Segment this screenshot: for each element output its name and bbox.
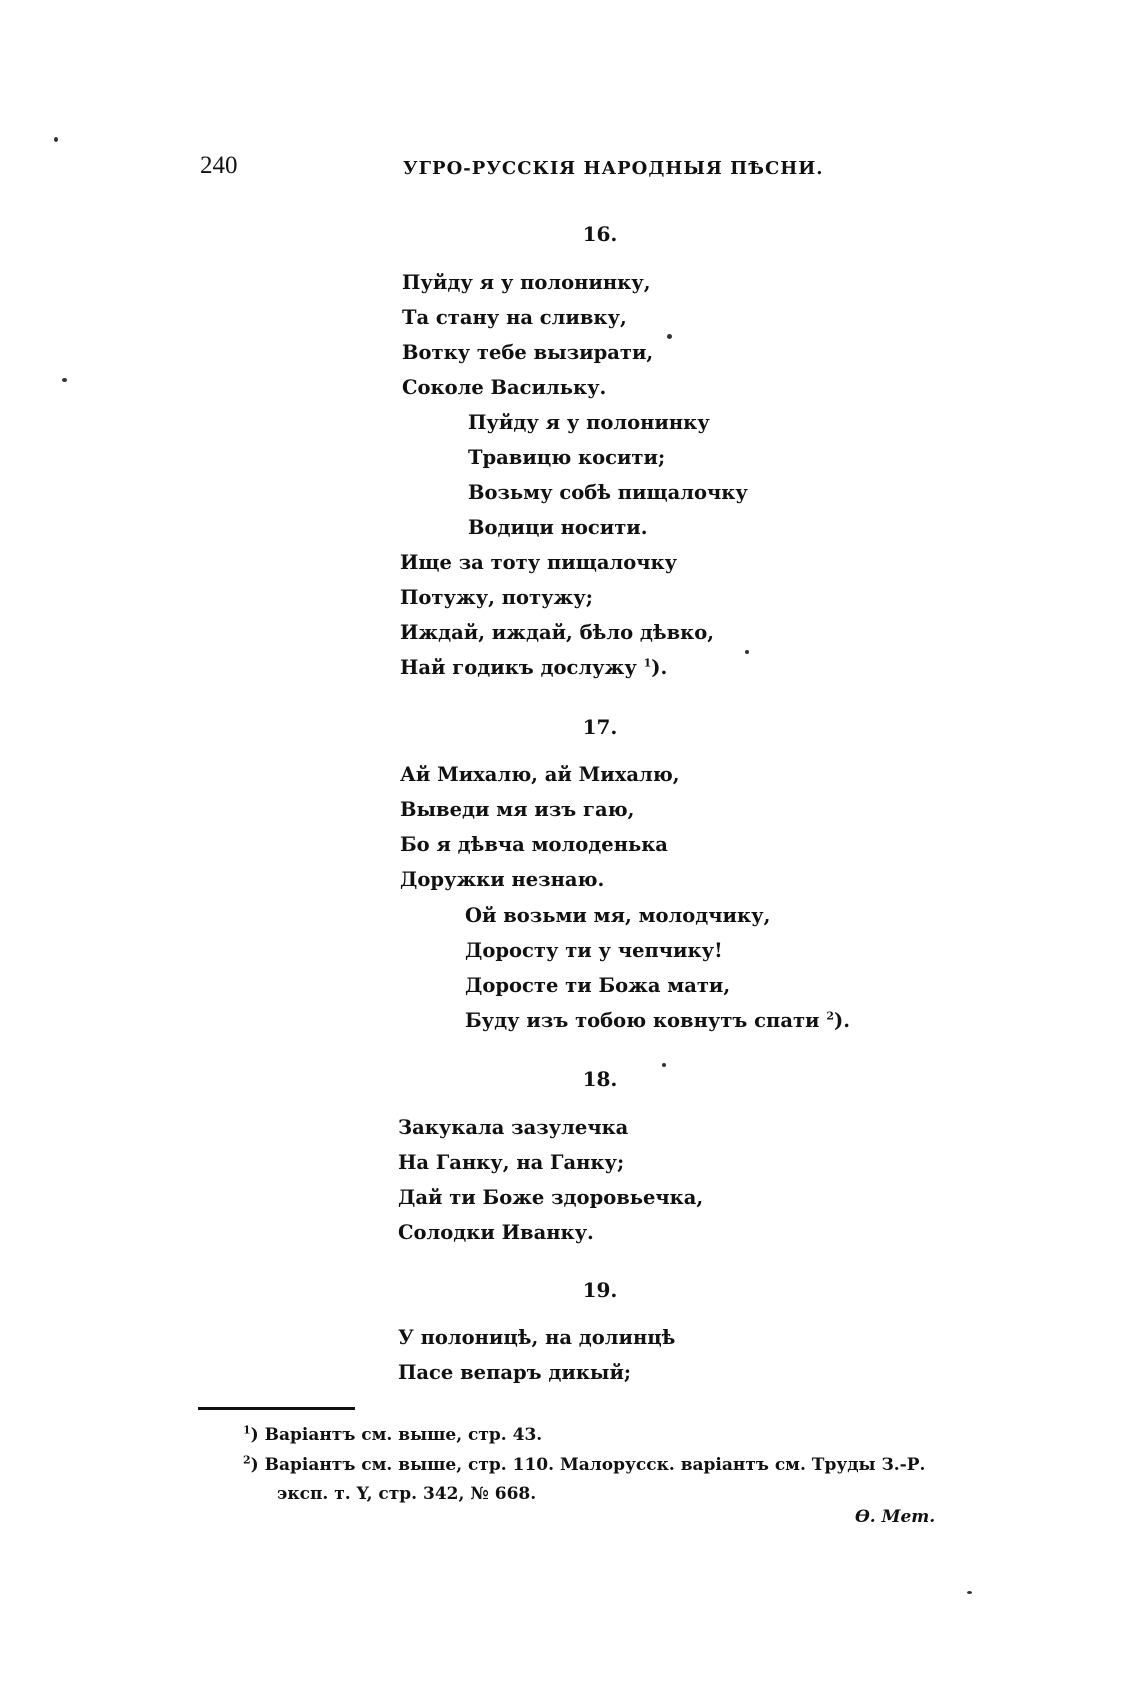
- song-number: 16.: [582, 222, 618, 246]
- verse-line: Выведи мя изъ гаю,: [400, 798, 635, 821]
- verse-line: Доросте ти Божа мати,: [465, 974, 731, 997]
- footnote-ref: 1: [643, 656, 652, 670]
- scan-speck: [662, 1063, 666, 1067]
- verse-line: Пасе вепаръ дикый;: [398, 1361, 632, 1384]
- stanza-indented: [465, 898, 850, 1038]
- stanza: [400, 545, 714, 685]
- verse-line: Доросту ти у чепчику!: [465, 939, 723, 962]
- verse-line: Бо я дѣвча молоденька: [400, 833, 668, 856]
- song-number: 19.: [582, 1278, 618, 1302]
- page-number: 240: [200, 152, 238, 179]
- scan-speck: [745, 650, 749, 654]
- song-number: 17.: [582, 715, 618, 739]
- verse-line: Закукала зазулечка: [398, 1116, 629, 1139]
- stanza: [400, 757, 680, 897]
- verse-line: Возьму собѣ пищалочку: [468, 481, 748, 504]
- stanza-indented: [468, 405, 748, 545]
- footnote-ref: 2: [826, 1009, 834, 1023]
- verse-line: У полоницѣ, на долинцѣ: [398, 1326, 676, 1349]
- verse-line: На Ганку, на Ганку;: [398, 1151, 625, 1174]
- verse-line: Вотку тебе вызирати,: [402, 341, 654, 364]
- footnote: $^1$) Варіантъ см. выше, стр. 43.: [243, 1423, 543, 1445]
- footnote-mark: 1: [243, 1423, 251, 1437]
- verse-line: Солодки Иванку.: [398, 1221, 594, 1244]
- verse-line: Соколе Васильку.: [402, 376, 607, 399]
- footnote-mark: 2: [243, 1453, 251, 1467]
- verse-line: Потужу, потужу;: [400, 586, 593, 609]
- verse-line: Пуйду я у полонинку,: [402, 271, 651, 294]
- footnote-text: Варіантъ см. выше, стр. 43.: [264, 1425, 543, 1445]
- song-number: 18.: [582, 1067, 618, 1091]
- verse-line: Доружки незнаю.: [400, 868, 605, 891]
- verse-line: Ай Михалю, ай Михалю,: [400, 763, 680, 786]
- verse-line: Дай ти Боже здоровьечка,: [398, 1186, 704, 1209]
- stanza: [402, 265, 653, 405]
- footnote-continuation: эксп. т. Y, стр. 342, № 668.: [277, 1484, 537, 1504]
- verse-line: Буду изъ тобою ковнутъ спати $^2$).: [465, 1009, 850, 1032]
- footnote: $^2$) Варіантъ см. выше, стр. 110. Малорусск. варіантъ см. Труды З.-Р.: [243, 1453, 926, 1475]
- scan-speck: [62, 378, 67, 382]
- verse-line: Най годикъ дослужу $^1$).: [400, 656, 668, 679]
- footnote-rule: [198, 1407, 355, 1410]
- scan-speck: [667, 334, 672, 339]
- stanza: [398, 1320, 675, 1390]
- verse-line: Травицю косити;: [468, 446, 666, 469]
- verse-line: Пуйду я у полонинку: [468, 411, 710, 434]
- stanza: [398, 1110, 703, 1250]
- verse-line: Та стану на сливку,: [402, 306, 627, 329]
- scan-speck: [967, 1591, 972, 1594]
- verse-line: Водици носити.: [468, 516, 648, 539]
- verse-line: Ище за тоту пищалочку: [400, 551, 678, 574]
- verse-line: Иждай, иждай, бѣло дѣвко,: [400, 621, 715, 644]
- scan-speck: [54, 137, 58, 142]
- footnote-text: Варіантъ см. выше, стр. 110. Малорусск. варіантъ см. Труды З.-Р.: [264, 1455, 926, 1475]
- verse-line: Ой возьми мя, молодчику,: [465, 904, 771, 927]
- signature: Ѳ. Мет.: [855, 1507, 936, 1527]
- running-head: УГРО-РУССКІЯ НАРОДНЫЯ ПѢСНИ.: [403, 158, 824, 179]
